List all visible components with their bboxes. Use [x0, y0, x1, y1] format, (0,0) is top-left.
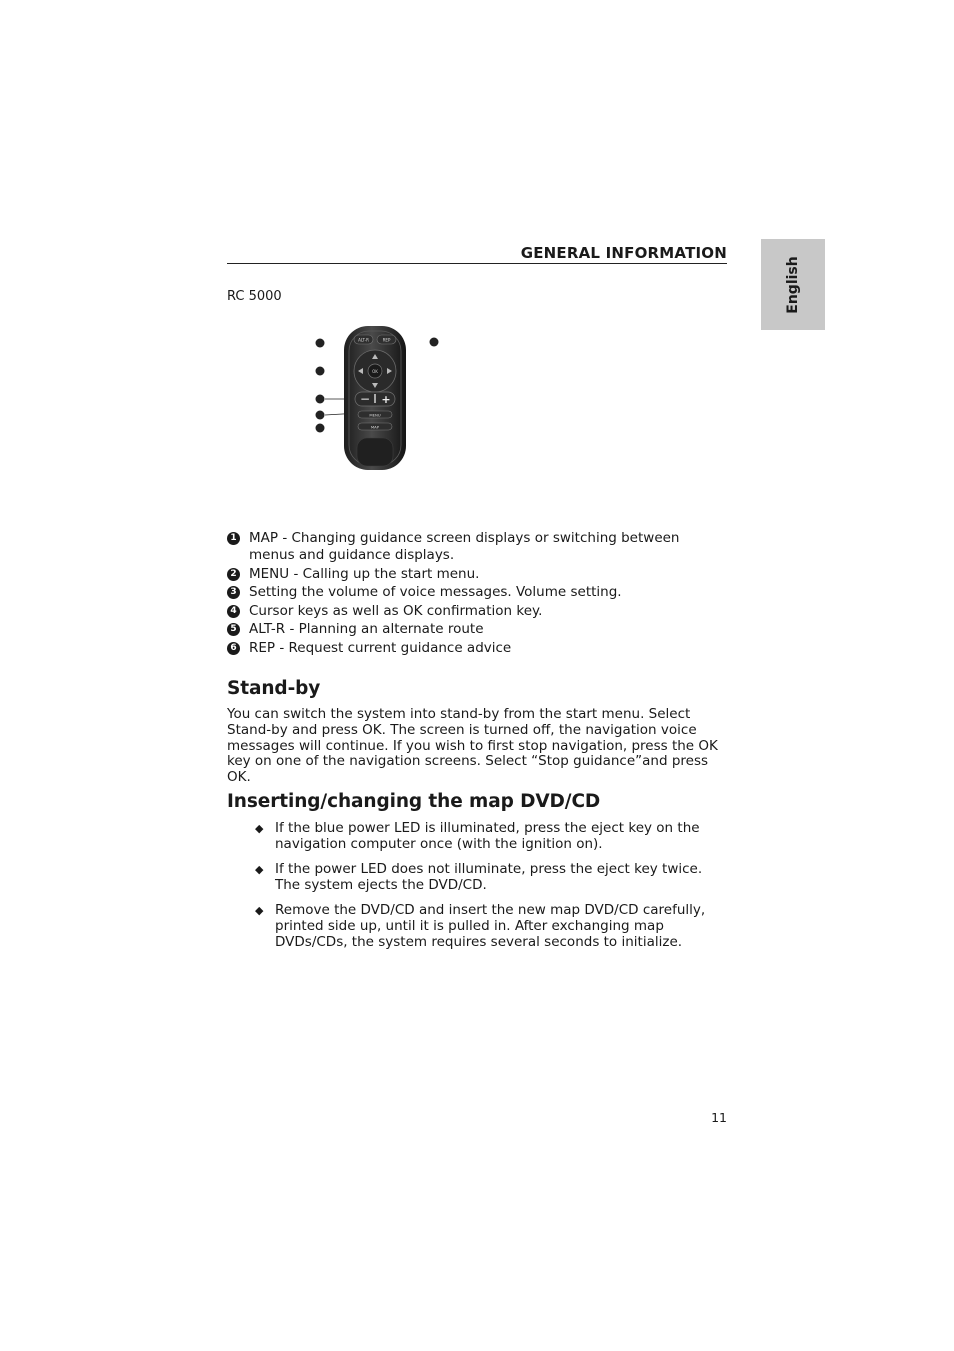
menu-button-label: MENU — [369, 412, 381, 418]
header-rule — [227, 263, 727, 264]
legend-text: REP - Request current guidance advice — [249, 639, 512, 656]
bullet-item — [255, 862, 727, 894]
language-tab — [761, 239, 825, 330]
remote-control-illustration — [300, 318, 460, 478]
callout-marker-5 — [316, 339, 325, 348]
model-label: RC 5000 — [227, 289, 282, 304]
diamond-bullet-icon: ◆ — [255, 863, 264, 877]
rep-button-label: REP — [382, 337, 391, 343]
diamond-bullet-icon: ◆ — [255, 904, 264, 918]
altr-button-label: ALT-R — [358, 337, 369, 343]
bullet-item — [255, 821, 727, 853]
legend-text: MAP - Changing guidance screen displays or switching between menus and guidance displays. — [249, 530, 680, 563]
section-header-title: GENERAL INFORMATION — [520, 244, 727, 262]
callout-marker-4 — [316, 367, 325, 376]
legend-item — [227, 566, 727, 583]
bullet-text: Remove the DVD/CD and insert the new map DVD/CD carefully, printed side up, until it is pulled in. After exchanging map DVDs/CDs, the system requires several seconds to initialize. — [275, 902, 706, 950]
volume-minus-icon: − — [359, 392, 371, 406]
legend-text: MENU - Calling up the start menu. — [249, 565, 480, 582]
bullet-item — [255, 903, 727, 950]
legend-text: ALT-R - Planning an alternate route — [249, 621, 484, 638]
bullet-text: If the blue power LED is illuminated, press the eject key on the navigation computer once (with the ignition on). — [275, 820, 700, 852]
callout-marker-1 — [316, 424, 325, 433]
callout-marker-6 — [430, 338, 439, 347]
language-tab-label: English — [785, 255, 801, 314]
legend-item — [227, 621, 727, 638]
page-number: 11 — [711, 1110, 727, 1125]
callout-marker-2 — [316, 411, 325, 420]
legend-number: 6 — [227, 642, 240, 655]
diamond-bullet-icon: ◆ — [255, 822, 264, 835]
legend-item — [227, 603, 727, 620]
legend-number: 4 — [227, 605, 240, 618]
legend-number: 2 — [227, 568, 240, 581]
insert-dvd-bullet-list — [255, 821, 727, 960]
legend-item — [227, 530, 727, 564]
ok-button-label: OK — [372, 368, 378, 374]
callout-marker-3 — [316, 395, 325, 404]
legend-number: 5 — [227, 623, 240, 636]
legend-number: 3 — [227, 586, 240, 599]
standby-heading: Stand-by — [227, 678, 321, 699]
legend-item — [227, 584, 727, 601]
legend-item — [227, 640, 727, 657]
volume-plus-icon: + — [381, 393, 391, 406]
legend-number: 1 — [227, 532, 240, 545]
button-legend-list — [227, 530, 727, 659]
legend-text: Cursor keys as well as OK confirmation key. — [249, 602, 543, 619]
standby-paragraph: You can switch the system into stand-by from the start menu. Select Stand-by and press OK. The screen is turned off, the navigation voice messages will continue. If you wish to first stop navigation, press the OK key on one of the navigation screens. Select “Stop guidance”and press OK. — [227, 706, 718, 786]
insert-dvd-heading: Inserting/changing the map DVD/CD — [227, 791, 601, 812]
legend-text: Setting the volume of voice messages. Volume setting. — [249, 584, 622, 601]
map-button-label: MAP — [370, 424, 380, 430]
bullet-text: If the power LED does not illuminate, press the eject key twice. The system ejects the DVD/CD. — [275, 861, 703, 893]
